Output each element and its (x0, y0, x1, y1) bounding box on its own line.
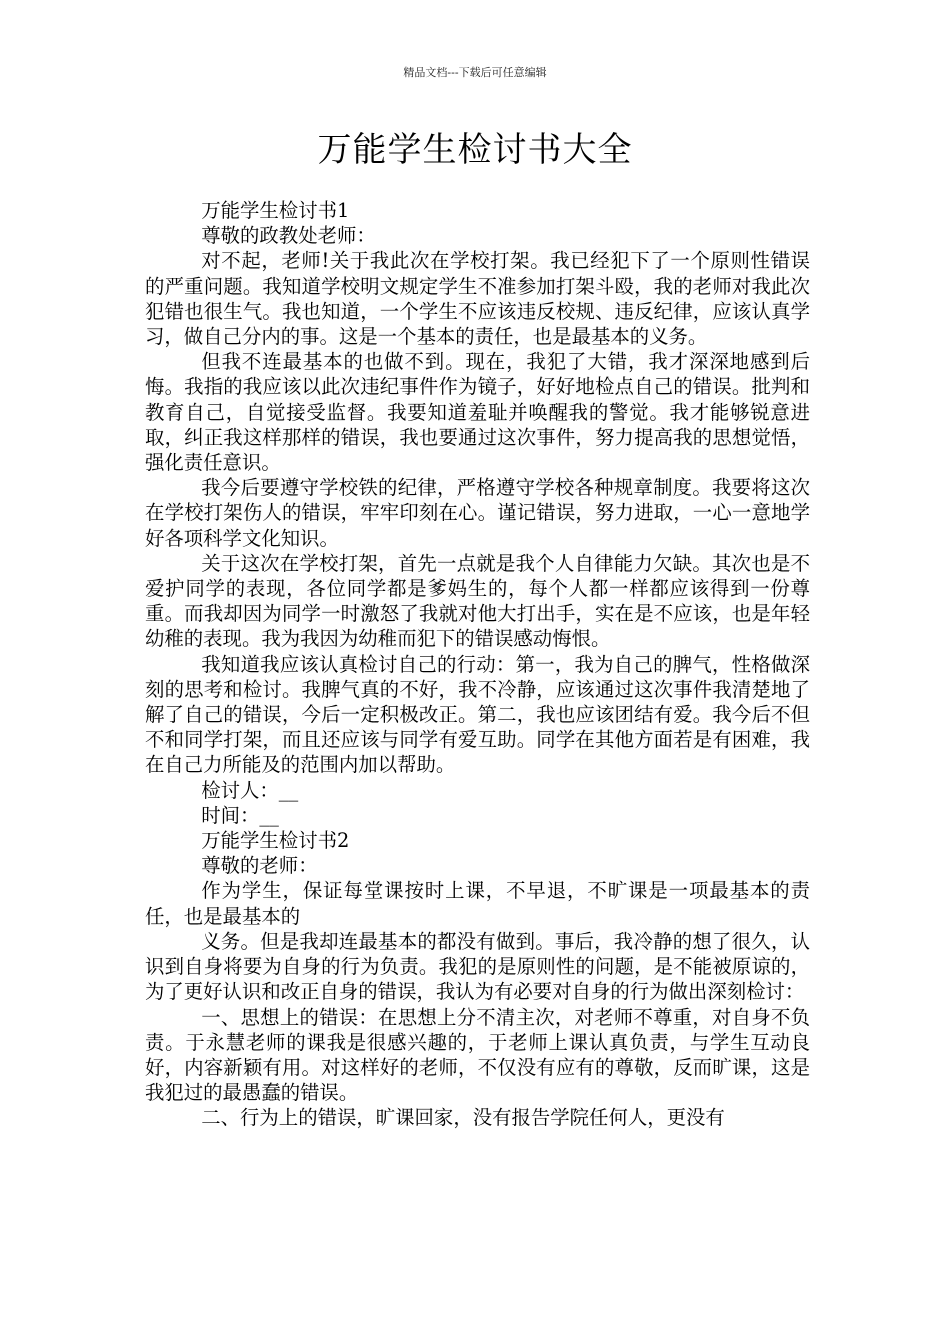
paragraph: 我今后要遵守学校铁的纪律，严格遵守学校各种规章制度。我要将这次在学校打架伤人的错误，牢牢印刻在心。谨记错误，努力进取，一心一意地学好各项科学文化知识。 (145, 476, 810, 550)
paragraph: 二、行为上的错误，旷课回家，没有报告学院任何人，更没有 (201, 1106, 725, 1130)
paragraph: 但我不连最基本的也做不到。现在，我犯了大错，我才深深地感到后悔。我指的我应该以此次违纪事件作为镜子，好好地检点自己的错误。批判和教育自己，自觉接受监督。我要知道羞耻并唤醒我的警觉。我才能够锐意进取，纠正我这样那样的错误，我也要通过这次事件，努力提高我的思想觉悟，强化责任意识。 (145, 350, 810, 475)
document-title: 万能学生检讨书大全 (317, 130, 633, 170)
paragraph: 一、思想上的错误：在思想上分不清主次，对老师不尊重，对自身不负责。于永慧老师的课我是很感兴趣的，于老师上课认真负责，与学生互动良好，内容新颖有用。对这样好的老师，不仅没有应有的尊敬，反而旷课，这是我犯过的最愚蠢的错误。 (145, 1005, 810, 1105)
signature-line: 检讨人：__ (201, 778, 299, 802)
page-header: 精品文档---下载后可任意编辑 (403, 66, 547, 79)
document-body (145, 198, 810, 1131)
paragraph: 关于这次在学校打架，首先一点就是我个人自律能力欠缺。其次也是不爱护同学的表现，各位同学都是爹妈生的，每个人都一样都应该得到一份尊重。而我却因为同学一时激怒了我就对他大打出手，实在是不应该，也是年轻幼稚的表现。我为我因为幼稚而犯下的错误感动悔恨。 (145, 551, 810, 651)
paragraph: 对不起，老师!关于我此次在学校打架。我已经犯下了一个原则性错误的严重问题。我知道学校明文规定学生不准参加打架斗殴，我的老师对我此次犯错也很生气。我也知道，一个学生不应该违反校规、违反纪律，应该认真学习，做自己分内的事。这是一个基本的责任，也是最基本的义务。 (145, 249, 810, 349)
section-heading-1: 万能学生检讨书1 (201, 199, 350, 222)
paragraph: 我知道我应该认真检讨自己的行动：第一，我为自己的脾气，性格做深刻的思考和检讨。我脾气真的不好，我不冷静，应该通过这次事件我清楚地了解了自己的错误，今后一定积极改正。第二，我也应该团结有爱。我今后不但不和同学打架，而且还应该与同学有爱互助。同学在其他方面若是有困难，我在自己力所能及的范围内加以帮助。 (145, 652, 810, 777)
section-heading-2: 万能学生检讨书2 (201, 829, 350, 853)
salutation-1: 尊敬的政教处老师： (201, 224, 376, 248)
paragraph: 作为学生，保证每堂课按时上课，不早退，不旷课是一项最基本的责任，也是最基本的 (145, 879, 810, 928)
paragraph: 义务。但是我却连最基本的都没有做到。事后，我冷静的想了很久，认识到自身将要为自身的行为负责。我犯的是原则性的问题，是不能被原谅的，为了更好认识和改正自身的错误，我认为有必要对自身的行为做出深刻检讨： (145, 929, 810, 1004)
salutation-2: 尊敬的老师： (201, 854, 318, 878)
date-line: 时间：__ (201, 803, 279, 827)
